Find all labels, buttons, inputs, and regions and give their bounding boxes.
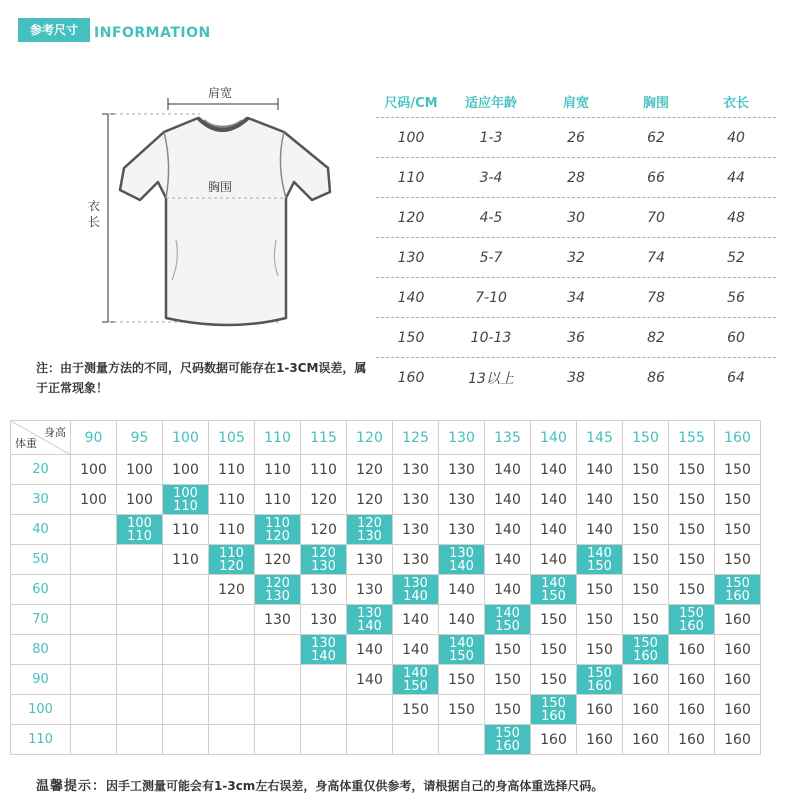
grid-cell: 140 — [485, 545, 531, 575]
grid-cell: 150 — [715, 455, 761, 485]
grid-cell: 150 — [623, 605, 669, 635]
grid-cell: 160 — [715, 635, 761, 665]
grid-cell: 110 — [163, 515, 209, 545]
grid-cell — [71, 575, 117, 605]
size-row — [376, 278, 776, 318]
weight-header: 90 — [11, 665, 71, 695]
size-row — [376, 238, 776, 278]
grid-cell: 150 — [577, 575, 623, 605]
height-header: 95 — [117, 421, 163, 455]
height-header: 145 — [577, 421, 623, 455]
grid-cell: 130 — [439, 515, 485, 545]
tip — [36, 775, 603, 794]
header-shoulder: 肩宽 — [562, 96, 589, 111]
grid-cell-highlight: 140 150 — [531, 575, 577, 605]
grid-cell: 130 — [347, 575, 393, 605]
header-title: INFORMATION — [94, 25, 211, 41]
shoulder-label: 肩宽 — [208, 86, 233, 100]
shoulder-cell: 30 — [567, 209, 585, 226]
grid-cell: 150 — [669, 485, 715, 515]
grid-cell: 140 — [347, 665, 393, 695]
grid-cell — [71, 725, 117, 755]
grid-cell: 110 — [255, 485, 301, 515]
grid-row — [11, 515, 761, 545]
grid-cell: 160 — [623, 725, 669, 755]
grid-cell: 100 — [71, 485, 117, 515]
grid-row — [11, 575, 761, 605]
grid-cell: 110 — [209, 515, 255, 545]
grid-cell-highlight: 100 110 — [117, 515, 163, 545]
grid-cell: 120 — [301, 485, 347, 515]
grid-cell — [71, 515, 117, 545]
grid-cell — [439, 725, 485, 755]
grid-cell: 120 — [347, 455, 393, 485]
grid-cell: 120 — [301, 515, 347, 545]
grid-cell: 140 — [577, 485, 623, 515]
grid-cell: 100 — [71, 455, 117, 485]
chest-cell: 74 — [647, 249, 665, 266]
grid-cell-highlight: 120 130 — [347, 515, 393, 545]
grid-cell-highlight: 140 150 — [439, 635, 485, 665]
grid-corner — [11, 421, 71, 455]
weight-header: 20 — [11, 455, 71, 485]
height-header: 90 — [71, 421, 117, 455]
grid-cell: 110 — [163, 545, 209, 575]
chest-cell: 86 — [647, 370, 665, 386]
grid-cell-highlight: 130 140 — [439, 545, 485, 575]
grid-cell: 160 — [623, 695, 669, 725]
grid-cell: 160 — [715, 725, 761, 755]
grid-cell: 160 — [669, 665, 715, 695]
grid-cell: 130 — [301, 575, 347, 605]
age-cell: 3-4 — [479, 169, 503, 186]
grid-cell: 130 — [255, 605, 301, 635]
weight-header: 80 — [11, 635, 71, 665]
grid-cell — [117, 605, 163, 635]
grid-cell: 140 — [485, 515, 531, 545]
shoulder-cell: 38 — [567, 370, 585, 386]
grid-cell: 140 — [577, 455, 623, 485]
height-header: 160 — [715, 421, 761, 455]
grid-cell: 130 — [393, 515, 439, 545]
grid-cell: 120 — [255, 545, 301, 575]
grid-cell: 130 — [393, 455, 439, 485]
size-cell: 110 — [397, 169, 425, 186]
size-table-header — [376, 86, 776, 118]
grid-cell — [209, 725, 255, 755]
tshirt-icon — [80, 80, 360, 340]
grid-cell: 150 — [439, 665, 485, 695]
grid-row — [11, 485, 761, 515]
grid-cell: 160 — [577, 725, 623, 755]
grid-cell: 160 — [669, 695, 715, 725]
shoulder-cell: 28 — [567, 169, 585, 186]
chest-cell: 62 — [647, 129, 665, 146]
grid-cell — [209, 605, 255, 635]
height-header: 115 — [301, 421, 347, 455]
size-cell: 130 — [397, 249, 425, 266]
grid-cell — [163, 725, 209, 755]
height-header: 140 — [531, 421, 577, 455]
height-header: 105 — [209, 421, 255, 455]
chest-label: 胸围 — [208, 180, 233, 194]
header-chest: 胸围 — [642, 96, 669, 111]
grid-cell-highlight: 110 120 — [255, 515, 301, 545]
grid-cell — [71, 605, 117, 635]
grid-cell: 150 — [623, 455, 669, 485]
weight-header: 70 — [11, 605, 71, 635]
grid-cell-highlight: 140 150 — [485, 605, 531, 635]
weight-header: 30 — [11, 485, 71, 515]
grid-cell-highlight: 100 110 — [163, 485, 209, 515]
grid-cell: 140 — [393, 605, 439, 635]
grid-cell: 150 — [669, 545, 715, 575]
grid-cell: 150 — [531, 665, 577, 695]
size-row — [376, 158, 776, 198]
grid-cell: 150 — [485, 665, 531, 695]
grid-cell: 150 — [531, 635, 577, 665]
grid-cell: 140 — [439, 605, 485, 635]
tip-text: 因手工测量可能会有1-3cm左右误差，身高体重仅供参考，请根据自己的身高体重选择尺码。 — [106, 779, 604, 793]
grid-cell-highlight: 150 160 — [577, 665, 623, 695]
age-cell: 4-5 — [479, 209, 503, 226]
grid-cell: 150 — [485, 695, 531, 725]
size-table — [376, 86, 776, 398]
length-cell: 48 — [727, 209, 745, 226]
grid-cell: 150 — [669, 515, 715, 545]
grid-cell: 140 — [485, 575, 531, 605]
grid-cell — [117, 635, 163, 665]
grid-header-row — [11, 421, 761, 455]
size-row — [376, 198, 776, 238]
chest-cell: 82 — [647, 329, 665, 346]
grid-cell: 130 — [439, 455, 485, 485]
grid-cell-highlight: 150 160 — [715, 575, 761, 605]
grid-cell: 160 — [715, 605, 761, 635]
grid-cell: 130 — [301, 605, 347, 635]
size-cell: 100 — [397, 129, 425, 146]
section-header — [18, 17, 211, 43]
grid-cell — [301, 725, 347, 755]
header-tag: 参考尺寸 — [18, 18, 90, 42]
height-header: 125 — [393, 421, 439, 455]
grid-cell — [117, 575, 163, 605]
grid-cell: 160 — [669, 635, 715, 665]
grid-cell — [117, 725, 163, 755]
grid-cell — [301, 665, 347, 695]
grid-cell: 150 — [577, 605, 623, 635]
grid-cell: 150 — [623, 545, 669, 575]
grid-cell: 140 — [393, 635, 439, 665]
age-cell: 1-3 — [479, 129, 503, 146]
chest-cell: 78 — [647, 289, 665, 306]
grid-cell: 130 — [393, 485, 439, 515]
grid-cell: 150 — [577, 635, 623, 665]
grid-cell: 160 — [715, 695, 761, 725]
grid-row — [11, 455, 761, 485]
grid-cell: 130 — [393, 545, 439, 575]
size-row — [376, 318, 776, 358]
height-header: 155 — [669, 421, 715, 455]
grid-cell: 140 — [347, 635, 393, 665]
grid-cell — [255, 665, 301, 695]
length-cell: 56 — [727, 289, 745, 306]
grid-cell — [393, 725, 439, 755]
grid-cell: 140 — [531, 545, 577, 575]
grid-cell-highlight: 140 150 — [393, 665, 439, 695]
grid-cell: 160 — [715, 665, 761, 695]
size-cell: 140 — [397, 289, 425, 306]
grid-cell-highlight: 120 130 — [301, 545, 347, 575]
grid-cell — [71, 695, 117, 725]
grid-cell: 100 — [117, 485, 163, 515]
tshirt-diagram — [80, 80, 360, 340]
grid-cell-highlight: 110 120 — [209, 545, 255, 575]
grid-cell — [301, 695, 347, 725]
height-header: 135 — [485, 421, 531, 455]
grid-cell: 140 — [485, 485, 531, 515]
height-header: 110 — [255, 421, 301, 455]
grid-cell — [71, 665, 117, 695]
chest-cell: 70 — [647, 209, 665, 226]
grid-cell: 140 — [485, 455, 531, 485]
grid-cell: 140 — [531, 485, 577, 515]
grid-cell — [347, 725, 393, 755]
weight-header: 50 — [11, 545, 71, 575]
height-header: 150 — [623, 421, 669, 455]
grid-cell — [71, 635, 117, 665]
length-cell: 44 — [727, 169, 745, 186]
grid-cell: 150 — [623, 575, 669, 605]
grid-cell-highlight: 120 130 — [255, 575, 301, 605]
shoulder-cell: 32 — [567, 249, 585, 266]
tip-label: 温馨提示： — [36, 779, 107, 794]
grid-cell: 150 — [439, 695, 485, 725]
grid-cell-highlight: 130 140 — [301, 635, 347, 665]
grid-cell: 150 — [715, 515, 761, 545]
grid-cell-highlight: 150 160 — [669, 605, 715, 635]
grid-cell-highlight: 150 160 — [485, 725, 531, 755]
grid-cell: 150 — [623, 515, 669, 545]
age-cell: 5-7 — [479, 249, 503, 266]
grid-row — [11, 635, 761, 665]
age-cell: 7-10 — [475, 289, 507, 306]
grid-cell: 160 — [623, 665, 669, 695]
grid-cell: 150 — [669, 575, 715, 605]
corner-height-label: 身高 — [44, 426, 66, 439]
grid-cell — [209, 635, 255, 665]
grid-cell: 140 — [577, 515, 623, 545]
grid-cell-highlight: 130 140 — [347, 605, 393, 635]
header-age: 适应年龄 — [464, 96, 517, 111]
grid-cell — [163, 575, 209, 605]
height-header: 130 — [439, 421, 485, 455]
length-cell: 52 — [727, 249, 745, 266]
grid-cell — [255, 725, 301, 755]
grid-cell: 160 — [531, 725, 577, 755]
size-cell: 160 — [397, 370, 425, 386]
length-cell: 64 — [727, 370, 745, 386]
grid-row — [11, 665, 761, 695]
grid-cell: 110 — [255, 455, 301, 485]
height-header: 120 — [347, 421, 393, 455]
grid-cell — [117, 695, 163, 725]
weight-header: 100 — [11, 695, 71, 725]
grid-cell — [255, 695, 301, 725]
grid-cell-highlight: 140 150 — [577, 545, 623, 575]
weight-header: 40 — [11, 515, 71, 545]
grid-cell: 110 — [209, 485, 255, 515]
shoulder-cell: 36 — [567, 329, 585, 346]
grid-cell — [209, 695, 255, 725]
grid-cell: 150 — [485, 635, 531, 665]
size-row — [376, 358, 776, 398]
grid-cell — [347, 695, 393, 725]
grid-cell — [117, 545, 163, 575]
grid-cell: 110 — [209, 455, 255, 485]
size-cell: 120 — [397, 209, 425, 226]
grid-cell: 160 — [577, 695, 623, 725]
grid-cell: 150 — [669, 455, 715, 485]
grid-cell: 140 — [439, 575, 485, 605]
grid-cell: 150 — [393, 695, 439, 725]
grid-cell: 100 — [117, 455, 163, 485]
height-header: 100 — [163, 421, 209, 455]
grid-cell — [255, 635, 301, 665]
grid-cell: 120 — [347, 485, 393, 515]
grid-cell — [117, 665, 163, 695]
weight-header: 60 — [11, 575, 71, 605]
length-label: 衣长 — [88, 199, 101, 229]
grid-cell: 140 — [531, 515, 577, 545]
grid-cell: 120 — [209, 575, 255, 605]
size-cell: 150 — [397, 329, 425, 346]
grid-cell: 110 — [301, 455, 347, 485]
grid-row — [11, 545, 761, 575]
age-cell: 10-13 — [470, 329, 512, 346]
height-weight-grid — [10, 420, 761, 755]
grid-cell: 130 — [347, 545, 393, 575]
grid-cell-highlight: 150 160 — [531, 695, 577, 725]
shoulder-cell: 34 — [567, 289, 585, 306]
grid-cell: 100 — [163, 455, 209, 485]
grid-cell-highlight: 130 140 — [393, 575, 439, 605]
grid-row — [11, 695, 761, 725]
grid-row — [11, 605, 761, 635]
grid-cell: 130 — [439, 485, 485, 515]
measurement-note: 注：由于测量方法的不同，尺码数据可能存在1-3CM误差，属于正常现象！ — [36, 361, 367, 395]
grid-cell: 140 — [531, 455, 577, 485]
grid-cell: 150 — [623, 485, 669, 515]
grid-cell: 160 — [669, 725, 715, 755]
grid-cell — [163, 695, 209, 725]
grid-cell — [163, 605, 209, 635]
length-cell: 60 — [727, 329, 745, 346]
grid-cell: 150 — [531, 605, 577, 635]
grid-cell — [71, 545, 117, 575]
shoulder-cell: 26 — [567, 129, 585, 146]
chest-cell: 66 — [647, 169, 665, 186]
grid-cell — [209, 665, 255, 695]
grid-cell — [163, 665, 209, 695]
size-row — [376, 118, 776, 158]
weight-header: 110 — [11, 725, 71, 755]
length-cell: 40 — [727, 129, 745, 146]
header-length: 衣长 — [722, 96, 749, 111]
grid-cell: 150 — [715, 545, 761, 575]
grid-cell-highlight: 150 160 — [623, 635, 669, 665]
grid-row — [11, 725, 761, 755]
grid-cell: 150 — [715, 485, 761, 515]
corner-weight-label: 体重 — [15, 437, 37, 450]
grid-cell — [163, 635, 209, 665]
header-size: 尺码/CM — [384, 96, 438, 111]
age-cell: 13以上 — [468, 371, 514, 387]
